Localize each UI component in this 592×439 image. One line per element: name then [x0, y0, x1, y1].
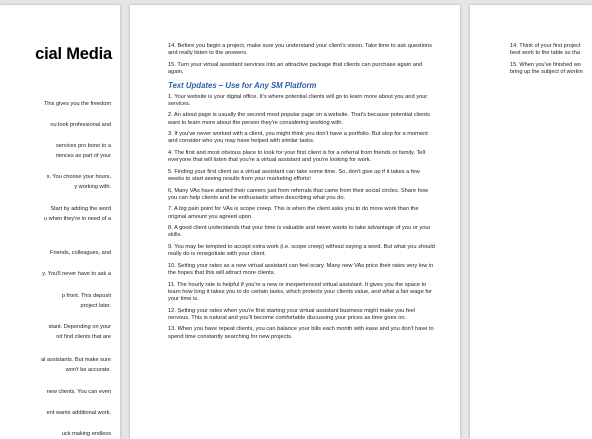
list-item: 9. You may be tempted to accept extra work (i.e. scope creep) without saying a word. But what you should really do is renegotiate with your client.	[168, 243, 435, 258]
list-item: 13. When you have repeat clients, you can balance your bills each month with ease and you don't have to spend time constantly searching for new projects.	[168, 326, 434, 340]
list-item: 10. Setting your rates as a new virtual assistant can feel scary. Many new VAs price their rates very low in the hopes that this will attract more clients.	[168, 262, 434, 276]
list-item: 12. Setting your rates when you're first starting your virtual assistant business might make you feel nervous. This is natural and you'll become comfortable discussing your prices as time goes on.	[168, 307, 416, 321]
list-item: 2. An about page is usually the second most popular page on a website. That's because potential clients want to learn more about the person they're considering working with.	[168, 112, 430, 126]
text-line: best work to the table so tha	[510, 50, 580, 57]
document-page-middle	[130, 5, 460, 439]
document-page-right	[470, 5, 592, 439]
text-fragment: new clients. You can even	[46, 389, 111, 395]
list-item: 6. Many VAs have started their careers just from referrals that came from their social circles. Share how you can help clients and be enthusiastic when describing what you do.	[168, 187, 429, 201]
list-item: 5. Finding your first client as a virtual assistant can take some time. So, don't give up if it takes a few weeks to start seeing results from your marketing efforts!	[168, 168, 420, 182]
document-page-left	[0, 5, 120, 439]
text-fragment: riences as part of your	[55, 153, 111, 159]
paragraph	[510, 43, 592, 57]
text-fragment: p front. This deposit	[61, 293, 111, 299]
text-fragment: project later.	[80, 303, 111, 309]
text-fragment: nd find clients that are	[56, 334, 111, 340]
list-item: 11. The hourly rate is helpful if you're a new or inexperienced virtual assistant. It gives you the space to learn how long it takes you to do certain tasks, which protects your clients value, and what a fair wage for your time is.	[168, 281, 432, 302]
paragraph	[510, 62, 592, 76]
page-heading-fragment: cial Media	[35, 45, 112, 63]
text-fragment: u when they're in need of a	[44, 216, 111, 222]
page-middle-text	[168, 43, 436, 345]
text-fragment: ou look professional and	[50, 122, 111, 128]
list-item: 3. If you've never worked with a client, you might think you don't have a portfolio. But stop for a moment and consider who you may have helped with similar tasks.	[168, 131, 428, 145]
text-fragment: won't be accurate.	[65, 367, 111, 373]
text-fragment: stant. Depending on your	[48, 324, 111, 330]
list-item: 7. A big pain point for VAs is scope creep. This is when the client asks you to do more work than the original amount you agreed upon.	[168, 206, 419, 220]
text-fragment: Friends, colleagues, and	[50, 250, 111, 256]
paragraph: 14. Before you begin a project, make sure you understand your client's vision. Take time to ask questions and really listen to the answers.	[168, 43, 433, 57]
text-fragment: This gives you the freedom	[43, 101, 111, 107]
list-item: 1. Your website is your digital office. It's where potential clients will go to learn more about you and your services.	[168, 93, 428, 107]
text-line: 15. When you've finished wo	[510, 61, 582, 68]
list-item: 8. A good client understands that your time is valuable and never wants to take advantage of you or your skills.	[168, 225, 431, 239]
paragraph-list	[168, 94, 436, 341]
page-right-text	[510, 43, 592, 81]
text-fragment: s. You choose your hours,	[46, 174, 111, 180]
text-fragment: y working with.	[74, 184, 111, 190]
text-fragment: ent wants additional work,	[46, 410, 111, 416]
text-fragment: uck making endless	[61, 431, 111, 437]
text-fragment: Start by adding the word	[50, 206, 111, 212]
text-line: 14. Think of your first project	[510, 43, 581, 49]
text-fragment: services pro bono to a	[55, 143, 111, 149]
text-fragment: y. You'll never have to ask a	[42, 271, 111, 277]
text-line: bring up the subject of workin	[510, 69, 583, 75]
text-fragment: al assistants. But make sure	[41, 357, 111, 363]
paragraph: 15. Turn your virtual assistant services into an attractive package that clients can purchase again and again.	[168, 61, 423, 75]
section-heading: Text Updates – Use for Any SM Platform	[168, 80, 317, 90]
list-item: 4. The first and most obvious place to look for your first client is for a referral from friends or family. Tell everyone that will listen that you're a virtual assistant and you're looking for work.	[168, 149, 425, 164]
